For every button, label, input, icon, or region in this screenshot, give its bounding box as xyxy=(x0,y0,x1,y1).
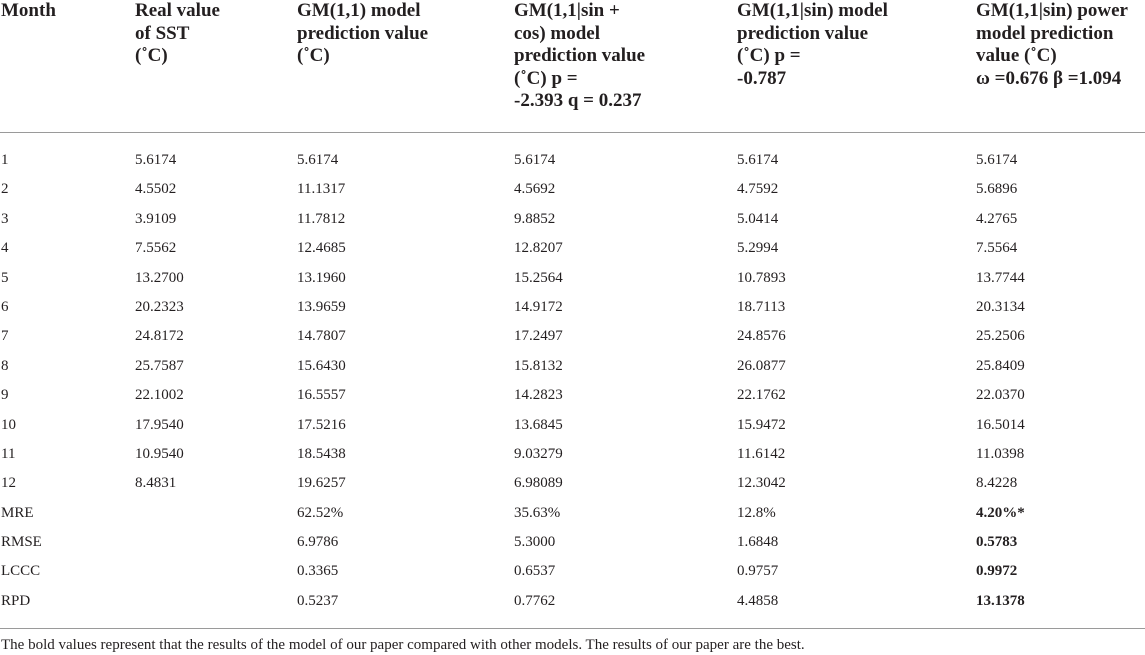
table-cell: 7.5564 xyxy=(976,240,1018,257)
table-cell: 5.3000 xyxy=(514,534,556,551)
table-cell: 5.2994 xyxy=(737,240,779,257)
table-cell: 0.7762 xyxy=(514,592,556,609)
table-cell: 5.6896 xyxy=(976,181,1018,198)
row-label: 10 xyxy=(1,416,16,433)
table-cell: 15.6430 xyxy=(297,357,346,374)
table-cell: 25.8409 xyxy=(976,357,1025,374)
table-cell: 0.5783 xyxy=(976,534,1018,551)
table-cell: 11.0398 xyxy=(976,445,1025,462)
table-cell: 17.2497 xyxy=(514,328,563,345)
table-cell: 5.0414 xyxy=(737,210,779,227)
header-real-sst: Real value of SST (˚C) xyxy=(135,0,220,66)
table-cell: 18.5438 xyxy=(297,445,346,462)
table-footnote: The bold values represent that the results of the model of our paper compared with other models. The results of our paper are the best. xyxy=(1,637,805,653)
table-cell: 5.6174 xyxy=(976,152,1018,168)
table-cell: 4.4858 xyxy=(737,592,779,609)
table-cell: 35.63% xyxy=(514,504,561,521)
table-cell: 12.4685 xyxy=(297,240,346,257)
table-cell: 18.7113 xyxy=(737,298,786,315)
table-row xyxy=(0,204,1145,233)
table-cell: 14.7807 xyxy=(297,328,346,345)
table-cell: 22.0370 xyxy=(976,387,1025,404)
row-label: 3 xyxy=(1,210,9,227)
table-cell: 11.7812 xyxy=(297,210,346,227)
table-cell: 10.9540 xyxy=(135,445,184,462)
header-month: Month xyxy=(1,0,56,21)
table-cell: 4.20%* xyxy=(976,504,1025,521)
row-label: 11 xyxy=(1,445,16,462)
table-cell: 13.1960 xyxy=(297,269,346,286)
table-cell: 24.8172 xyxy=(135,328,184,345)
table-cell: 20.3134 xyxy=(976,298,1025,315)
table-cell: 11.6142 xyxy=(737,445,786,462)
table-cell: 12.3042 xyxy=(737,475,786,492)
row-label: 9 xyxy=(1,387,9,404)
row-label: 8 xyxy=(1,357,9,374)
table-cell: 15.8132 xyxy=(514,357,563,374)
table-row xyxy=(0,292,1145,321)
table-cell: 20.2323 xyxy=(135,298,184,315)
table-row xyxy=(0,468,1145,497)
table-header xyxy=(0,0,1145,132)
table-cell: 0.6537 xyxy=(514,563,556,580)
table-cell: 25.7587 xyxy=(135,357,184,374)
table-cell: 8.4831 xyxy=(135,475,177,492)
table-cell: 22.1762 xyxy=(737,387,786,404)
row-label: 1 xyxy=(1,152,9,168)
row-label: MRE xyxy=(1,504,34,521)
header-divider xyxy=(0,132,1145,133)
table-cell: 14.2823 xyxy=(514,387,563,404)
table-cell: 9.03279 xyxy=(514,445,563,462)
table-row xyxy=(0,527,1145,556)
table-cell: 13.7744 xyxy=(976,269,1025,286)
table-row xyxy=(0,174,1145,203)
table-row xyxy=(0,498,1145,527)
row-label: LCCC xyxy=(1,563,41,580)
table-cell: 0.5237 xyxy=(297,592,339,609)
table-cell: 11.1317 xyxy=(297,181,346,198)
header-gm11-sin-cos: GM(1,1|sin + cos) model prediction value (˚C) p = -2.393 q = 0.237 xyxy=(514,0,646,111)
table-cell: 16.5557 xyxy=(297,387,346,404)
table-cell: 3.9109 xyxy=(135,210,177,227)
row-label: RPD xyxy=(1,592,31,609)
table-row xyxy=(0,233,1145,262)
table-cell: 15.2564 xyxy=(514,269,563,286)
table-cell: 14.9172 xyxy=(514,298,563,315)
table-body xyxy=(0,145,1145,615)
table-cell: 22.1002 xyxy=(135,387,184,404)
table-cell: 0.9757 xyxy=(737,563,779,580)
table-cell: 1.6848 xyxy=(737,534,779,551)
row-label: 2 xyxy=(1,181,9,198)
table-cell: 19.6257 xyxy=(297,475,346,492)
header-gm11-sin: GM(1,1|sin) model prediction value (˚C) p = -0.787 xyxy=(737,0,888,89)
row-label: 7 xyxy=(1,328,9,345)
table-cell: 4.5692 xyxy=(514,181,556,198)
table-row xyxy=(0,410,1145,439)
table-cell: 8.4228 xyxy=(976,475,1018,492)
table-cell: 16.5014 xyxy=(976,416,1025,433)
table-cell: 62.52% xyxy=(297,504,344,521)
table-cell: 17.9540 xyxy=(135,416,184,433)
table-cell: 9.8852 xyxy=(514,210,556,227)
table-cell: 13.1378 xyxy=(976,592,1025,609)
table-row xyxy=(0,321,1145,350)
row-label: 5 xyxy=(1,269,9,286)
table-cell: 24.8576 xyxy=(737,328,786,345)
table-cell: 7.5562 xyxy=(135,240,177,257)
table-row xyxy=(0,556,1145,585)
table-cell: 4.5502 xyxy=(135,181,177,198)
row-label: 12 xyxy=(1,475,16,492)
table-cell: 0.9972 xyxy=(976,563,1018,580)
table-row xyxy=(0,586,1145,615)
table-cell: 17.5216 xyxy=(297,416,346,433)
table-cell: 5.6174 xyxy=(135,152,177,168)
table-cell: 13.6845 xyxy=(514,416,563,433)
table-cell: 12.8% xyxy=(737,504,776,521)
row-label: RMSE xyxy=(1,534,42,551)
table-row xyxy=(0,439,1145,468)
table-cell: 0.3365 xyxy=(297,563,339,580)
table-cell: 6.9786 xyxy=(297,534,339,551)
table-row xyxy=(0,145,1145,174)
row-label: 6 xyxy=(1,298,9,315)
table-row xyxy=(0,351,1145,380)
table-row xyxy=(0,380,1145,409)
table-cell: 4.7592 xyxy=(737,181,779,198)
table-cell: 15.9472 xyxy=(737,416,786,433)
table-cell: 6.98089 xyxy=(514,475,563,492)
table-cell: 5.6174 xyxy=(514,152,556,168)
table-cell: 12.8207 xyxy=(514,240,563,257)
table-cell: 10.7893 xyxy=(737,269,786,286)
table-cell: 25.2506 xyxy=(976,328,1025,345)
header-gm11-sin-power: GM(1,1|sin) power model prediction value (˚C) ω =0.676 β =1.094 xyxy=(976,0,1128,89)
table-cell: 4.2765 xyxy=(976,210,1018,227)
table-bottom-rule xyxy=(0,628,1145,629)
table-cell: 5.6174 xyxy=(737,152,779,168)
table-cell: 26.0877 xyxy=(737,357,786,374)
table-cell: 13.9659 xyxy=(297,298,346,315)
table-cell: 13.2700 xyxy=(135,269,184,286)
row-label: 4 xyxy=(1,240,9,257)
table-row xyxy=(0,263,1145,292)
header-gm11: GM(1,1) model prediction value (˚C) xyxy=(297,0,429,66)
table-cell: 5.6174 xyxy=(297,152,339,168)
